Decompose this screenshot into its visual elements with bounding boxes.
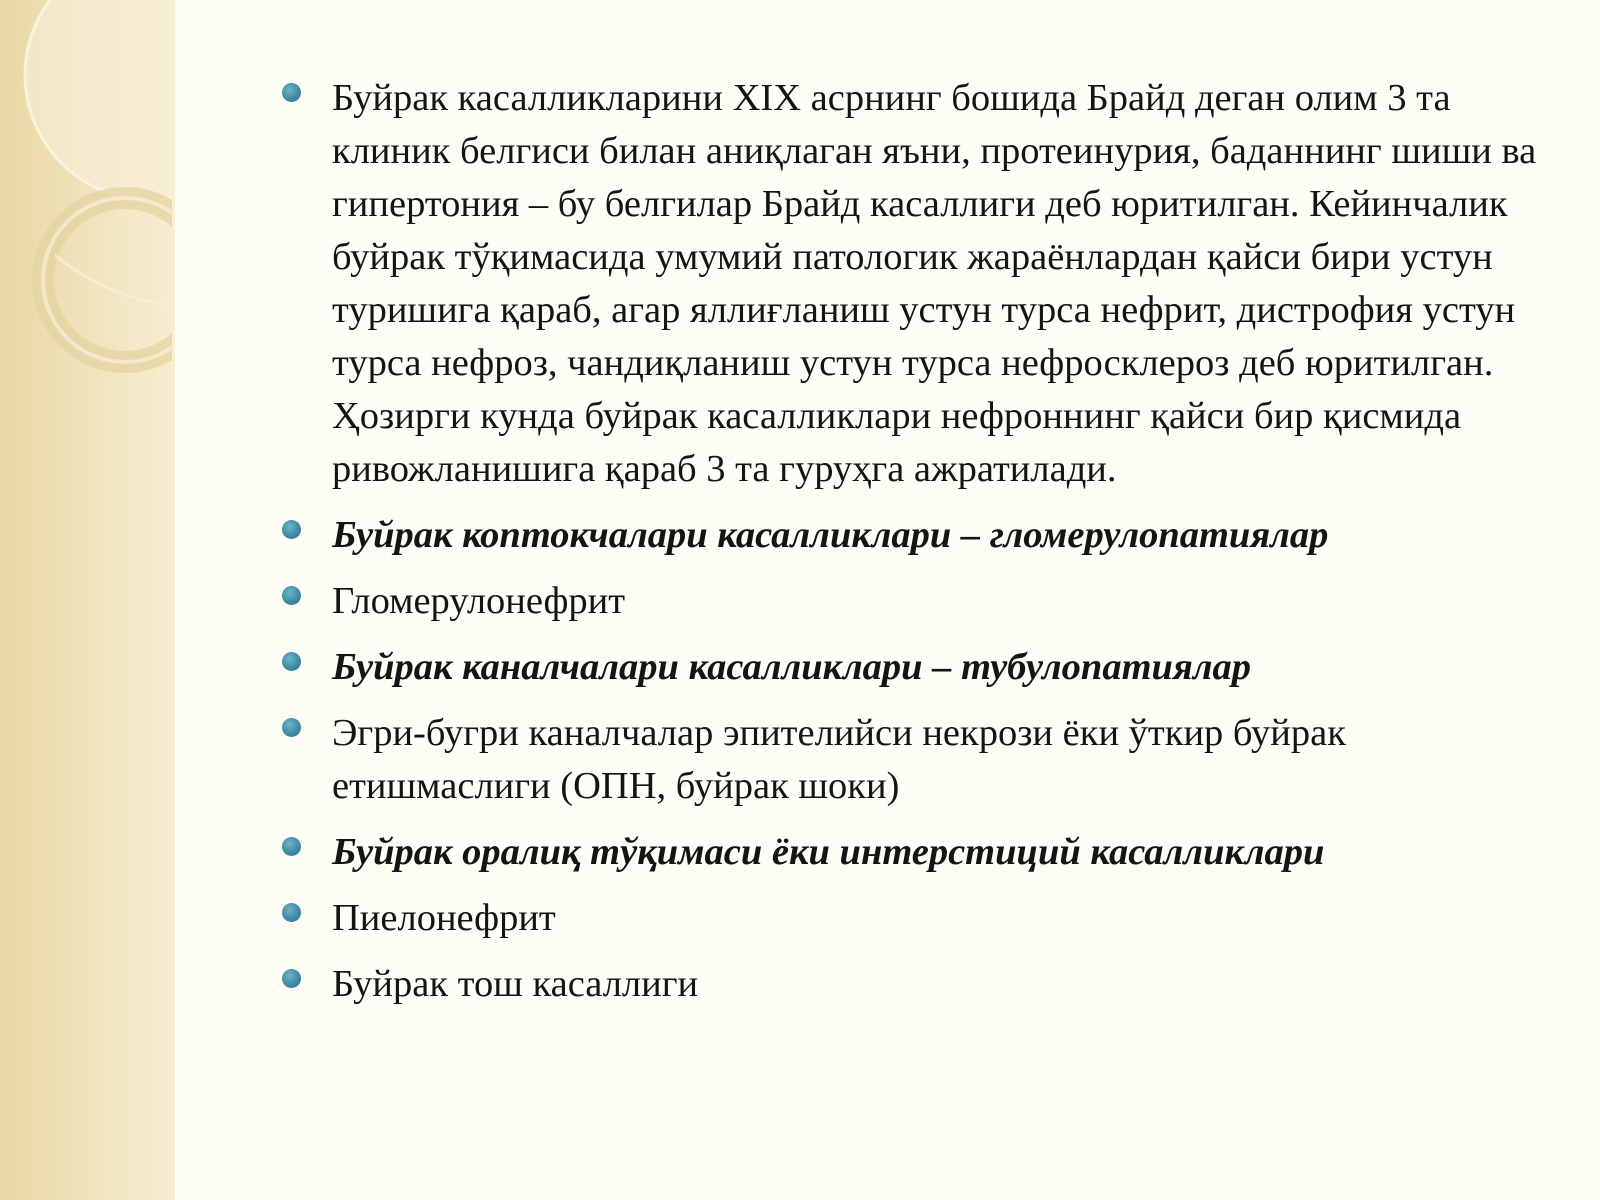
bullet-dot-icon — [282, 83, 301, 102]
bullet-text: Гломерулонефрит — [332, 580, 626, 622]
bullet-dot-icon — [282, 586, 301, 605]
bullet-item-pyelonephritis — [282, 892, 1552, 945]
bullet-item-glomerulonephritis — [282, 575, 1552, 628]
bullet-item-tubular-necrosis — [282, 707, 1552, 813]
bullet-dot-icon — [282, 652, 301, 671]
bullet-item-glomerulopathies-heading — [282, 509, 1552, 562]
bullet-dot-icon — [282, 837, 301, 856]
bullet-list — [282, 72, 1552, 1011]
bullet-text: Буйрак каналчалари касалликлари – тубулопатиялар — [332, 646, 1252, 688]
bullet-text: Буйрак тош касаллиги — [332, 963, 699, 1005]
bullet-text: Пиелонефрит — [332, 897, 556, 939]
bullet-dot-icon — [282, 903, 301, 922]
bullet-item-interstitial-heading — [282, 826, 1552, 879]
slide-content — [282, 72, 1552, 1024]
bullet-text: Буйрак коптокчалари касалликлари – гломерулопатиялар — [332, 514, 1329, 556]
bullet-dot-icon — [282, 969, 301, 988]
bullet-text: Эгри-бугри каналчалар эпителийси некрози ёки ўткир буйрак етишмаслиги (ОПН, буйрак шоки) — [332, 712, 1346, 807]
decorative-rings-graphic — [0, 0, 175, 1200]
bullet-item-intro — [282, 72, 1552, 496]
bullet-dot-icon — [282, 520, 301, 539]
bullet-text: Буйрак касалликларини XIX асрнинг бошида Брайд деган олим 3 та клиник белгиси билан аниқлаган яъни, протеинурия, баданнинг шиши ва гипертония – бу белгилар Брайд касаллиги деб юритилган. Кейинчалик буйрак тўқимасида умумий патологик жараёнлардан қайси бири устун туришига қараб, агар яллиғланиш устун турса нефрит, дистрофия устун турса нефроз, чандиқланиш устун турса нефросклероз деб юритилган. Ҳозирги кунда буйрак касалликлари нефроннинг қайси бир қисмида ривожланишига қараб 3 та гуруҳга ажратилади. — [332, 77, 1537, 490]
bullet-item-kidney-stone-disease — [282, 958, 1552, 1011]
bullet-dot-icon — [282, 718, 301, 737]
bullet-text: Буйрак оралиқ тўқимаси ёки интерстиций касалликлари — [332, 831, 1325, 873]
decorative-side-panel — [0, 0, 175, 1200]
bullet-item-tubulopathies-heading — [282, 641, 1552, 694]
